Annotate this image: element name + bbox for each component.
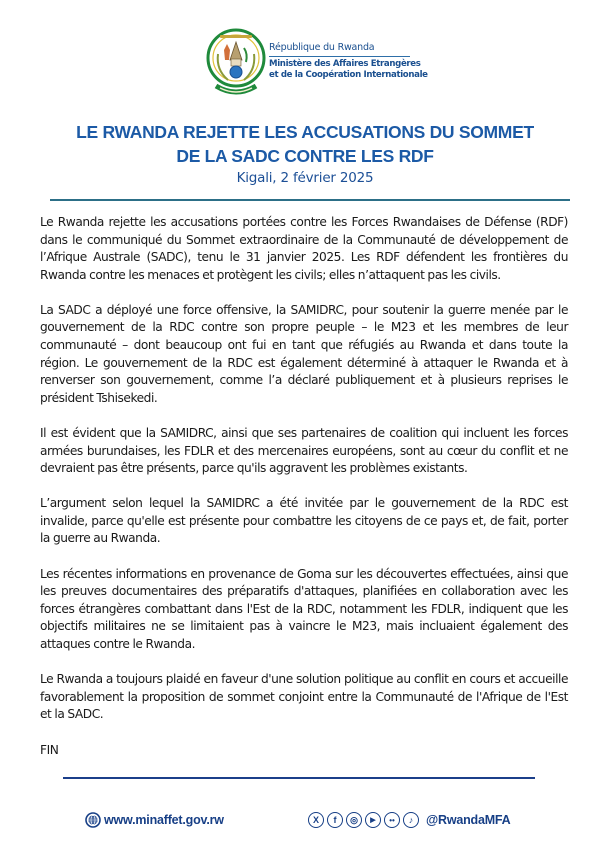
rwanda-coat-of-arms-icon [206, 26, 266, 100]
republic-label: République du Rwanda [269, 42, 375, 53]
title-line-2: DE LA SADC CONTRE LES RDF [176, 146, 434, 166]
dateline: Kigali, 2 février 2025 [236, 170, 374, 186]
paragraph: Il est évident que la SAMIDRC, ainsi que ses partenaires de coalition qui incluent les forces armées burundaises, les FDLR et des mercenaires européens, sont au cœur du conflit et ne devraient pas être présents, parce qu'ils aggravent les problèmes existants. [40, 425, 568, 476]
tiktok-icon[interactable]: ♪ [403, 812, 419, 828]
social-links [308, 812, 511, 828]
paragraph: Les récentes informations en provenance de Goma sur les découvertes effectuées, ainsi que les preuves documentaires des préparatifs d'attaques, planifiées en collaboration avec les forces étrangères combattant dans l'Est de la RDC, notamment les FDLR, indiquent que les objectifs militaires ne se limitaient pas à vaincre le M23, mais incluaient également des attaques contre le Rwanda. [40, 566, 568, 651]
paragraph: Le Rwanda a toujours plaidé en faveur d'une solution politique au conflit en cours et accueille favorablement la proposition de sommet conjoint entre la Communauté de l'Afrique de l'Est et la SADC. [40, 671, 568, 722]
press-release-body [40, 214, 568, 741]
instagram-icon[interactable]: ◎ [346, 812, 362, 828]
x-icon[interactable]: X [308, 812, 324, 828]
title-line-1: LE RWANDA REJETTE LES ACCUSATIONS DU SOMMET [76, 122, 534, 142]
website-url[interactable]: www.minaffet.gov.rw [104, 813, 224, 827]
paragraph: Le Rwanda rejette les accusations portées contre les Forces Rwandaises de Défense (RDF) dans le communiqué du Sommet extraordinaire de la Communauté de développement de l’Afrique Australe (SADC), tenu le 31 janvier 2025. Les RDF défendent les frontières du Rwanda contre les menaces et protègent les civils; elles n’attaquent pas les civils. [40, 215, 568, 282]
footer [0, 812, 610, 832]
paragraph: La SADC a déployé une force offensive, la SAMIDRC, pour soutenir la guerre menée par le gouvernement de la RDC contre son propre peuple – le M23 et les membres de leur communauté – dont beaucoup ont fui en tant que réfugiés au Rwanda et dans toute la région. Le gouvernement de la RDC est également déterminé à attaquer le Rwanda et à renverser son gouvernement, comme l’a déclaré publiquement et à plusieurs reprises le président Tshisekedi. [40, 302, 568, 405]
paragraph: L’argument selon lequel la SAMIDRC a été invitée par le gouvernement de la RDC est invalide, parce qu'elle est présente pour combattre les citoyens de ce pays et, de fait, porter la guerre au Rwanda. [40, 496, 568, 546]
ministry-line-2: et de la Coopération Internationale [269, 69, 428, 80]
ministry-name [269, 42, 428, 80]
social-handle[interactable]: @RwandaMFA [426, 813, 511, 827]
letterhead-divider [269, 56, 410, 57]
youtube-icon[interactable]: ▶ [365, 812, 381, 828]
website-link[interactable] [85, 812, 224, 828]
facebook-icon[interactable]: f [327, 812, 343, 828]
globe-icon [85, 812, 101, 828]
ministry-line-1: Ministère des Affaires Etrangères [269, 59, 421, 69]
letterhead [206, 26, 426, 106]
closing-fin: FIN [40, 743, 59, 757]
footer-divider [63, 777, 535, 779]
document-title [0, 120, 610, 168]
title-divider [50, 199, 570, 201]
flickr-icon[interactable]: •• [384, 812, 400, 828]
